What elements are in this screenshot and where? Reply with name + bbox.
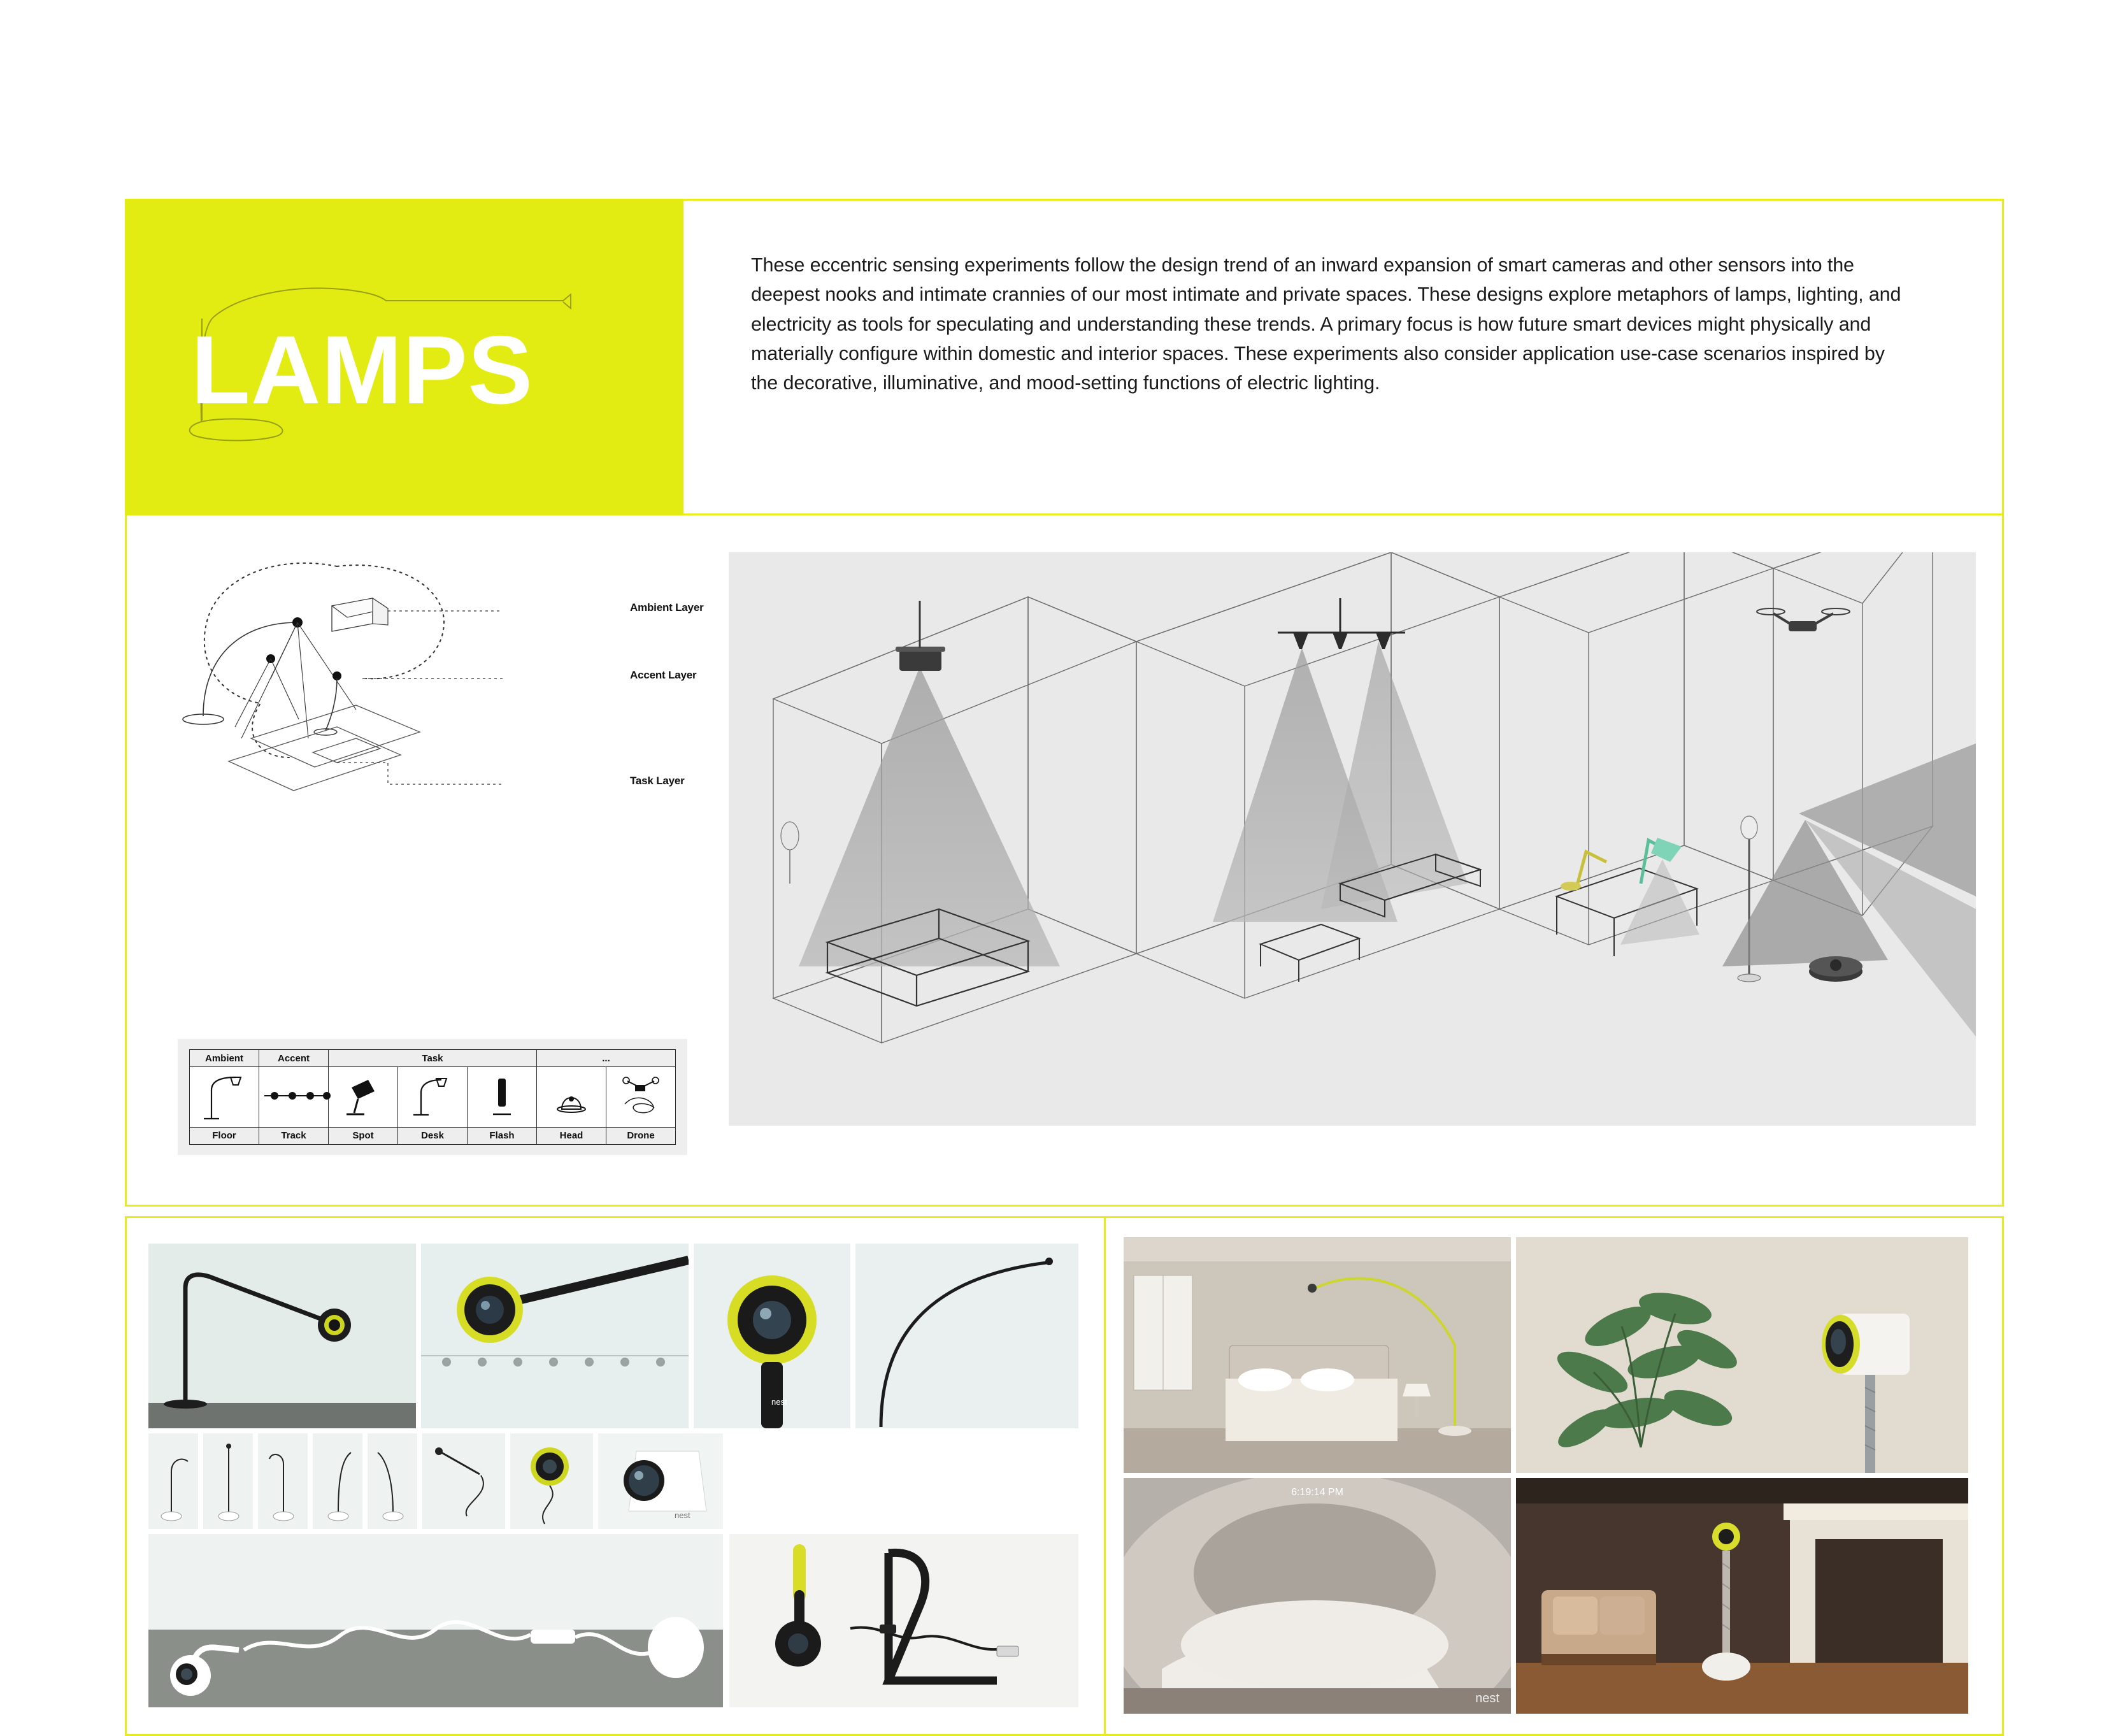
photo-lamp-study-2[interactable]	[203, 1433, 253, 1529]
photo-arc-lamp-silhouette[interactable]	[855, 1244, 1078, 1428]
intro-paragraph: These eccentric sensing experiments follow the design trend of an inward expansion of smart cameras and other sensors into the deepest nooks and intimate crannies of our most intimate and private spaces. These designs explore metaphors of lamps, lighting, and electricity as tools for speculating and understanding these trends. A primary focus is how future smart devices might physically and materially configure within domestic and interior spaces. These experiments also consider application use-case scenarios inspired by the decorative, illuminative, and mood-setting functions of electric lighting.	[751, 254, 1901, 394]
layer-diagram-svg	[146, 528, 706, 1038]
legend-group-row	[190, 1050, 676, 1067]
photo-bedroom-arc-lamp[interactable]	[1124, 1237, 1511, 1473]
photo-plant-shade-lamp[interactable]	[1516, 1237, 1968, 1473]
photo-nest-cam-yellow-ring[interactable]	[694, 1244, 850, 1428]
legend-panel	[178, 1039, 687, 1155]
photo-nest-cam-shade-detail[interactable]	[598, 1433, 723, 1529]
drone-icon	[606, 1067, 676, 1128]
legend-type-floor: Floor	[190, 1127, 259, 1144]
title-block	[125, 199, 683, 515]
photo-cable-lamp-floor[interactable]	[148, 1534, 723, 1707]
legend-group-task: Task	[329, 1050, 537, 1067]
legend-group-ambient: Ambient	[190, 1050, 259, 1067]
camera-timestamp: 6:19:14 PM	[1291, 1487, 1343, 1498]
legend-group-accent: Accent	[259, 1050, 329, 1067]
legend-type-track: Track	[259, 1127, 329, 1144]
legend-icon-row	[190, 1067, 676, 1128]
gallery-right	[1106, 1216, 2004, 1736]
photo-lamp-study-4[interactable]	[313, 1433, 362, 1529]
photo-lamp-study-3[interactable]	[258, 1433, 308, 1529]
photo-caption-nest-2: nest	[675, 1510, 690, 1520]
legend-type-flash: Flash	[468, 1127, 537, 1144]
track-light-icon	[259, 1067, 329, 1128]
photo-caption-nest: nest	[771, 1397, 787, 1407]
legend-group-other: ...	[537, 1050, 676, 1067]
legend-type-spot: Spot	[329, 1127, 398, 1144]
head-lamp-icon	[537, 1067, 606, 1128]
legend-table	[189, 1049, 676, 1145]
photo-nest-cam-small[interactable]	[510, 1433, 593, 1529]
intro-block	[683, 199, 2004, 515]
desk-lamp-icon	[398, 1067, 468, 1128]
layer-label-ambient: Ambient Layer	[630, 601, 704, 613]
legend-name-row	[190, 1127, 676, 1144]
legend-type-head: Head	[537, 1127, 606, 1144]
poster-canvas	[125, 199, 2004, 1705]
page-title: LAMPS	[191, 316, 533, 424]
photo-gooseneck-lamp-wall[interactable]	[148, 1244, 416, 1428]
photo-lamp-study-6[interactable]	[422, 1433, 505, 1529]
photo-fireplace-floor-lamp[interactable]	[1516, 1478, 1968, 1714]
spot-light-icon	[329, 1067, 398, 1128]
nest-watermark: nest	[1475, 1691, 1499, 1705]
gallery-left	[125, 1216, 1106, 1736]
layer-diagram	[146, 528, 706, 1184]
photo-yellow-handle-lamp[interactable]	[729, 1534, 1078, 1707]
photo-nest-cam-bed-view[interactable]	[1124, 1478, 1511, 1714]
scene-render	[729, 552, 1976, 1126]
scene-render-svg	[729, 552, 1976, 1126]
layer-label-accent: Accent Layer	[630, 669, 697, 681]
layer-label-task: Task Layer	[630, 775, 685, 787]
poster-header	[125, 199, 2004, 515]
floor-lamp-icon	[190, 1067, 259, 1128]
diagram-section	[125, 515, 2004, 1207]
flash-icon	[468, 1067, 537, 1128]
legend-type-drone: Drone	[606, 1127, 676, 1144]
photo-lamp-study-5[interactable]	[368, 1433, 417, 1529]
photo-lamp-study-1[interactable]	[148, 1433, 198, 1529]
legend-type-desk: Desk	[398, 1127, 468, 1144]
photo-nest-cam-lamp-closeup[interactable]	[421, 1244, 689, 1428]
